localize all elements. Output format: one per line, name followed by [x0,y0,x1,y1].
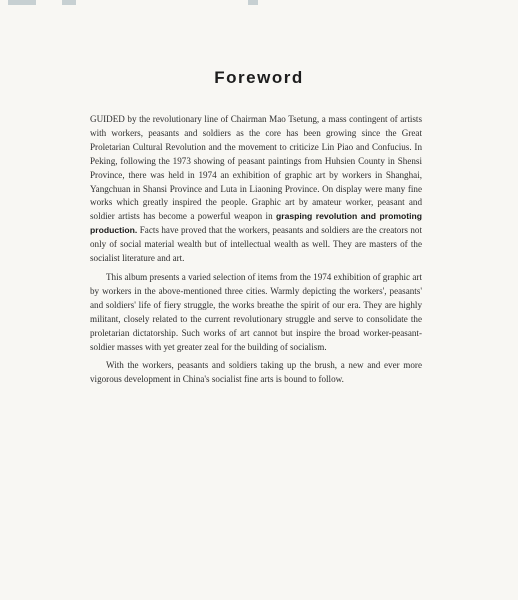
top-edge-mark [248,0,258,5]
paragraph-1-emphasis: grasping revolution and promoting production. [90,211,422,236]
foreword-body [90,113,422,392]
top-edge-mark [62,0,76,5]
paragraph-1-text-start: GUIDED by the revolutionary line of Chairman Mao Tsetung, a mass contingent of artists with workers, peasants and soldiers as the core has been growing since the Great Proletarian Cultural Revolution and the movement to criticize Lin Piao and Confucius. In Peking, following the 1973 showing of peasant paintings from Huhsien County in Shensi Province, there was held in 1974 an exhibition of graphic art by workers in Shanghai, Yangchuan in Shansi Province and Luta in Liaoning Province. On display were many fine works which greatly inspired the people. Graphic art by amateur worker, peasant and soldier artists has become a powerful weapon in [90,114,422,222]
top-edge-mark [8,0,36,5]
paragraph-1 [90,113,422,266]
paragraph-2: This album presents a varied selection of items from the 1974 exhibition of graphic art by workers in the above-mentioned three cities. Warmly depicting the workers', peasants' and soldiers' life of fiery struggle, the works breathe the spirit of our era. They are highly militant, closely related to the current revolutionary struggle and serve to consolidate the proletarian dictatorship. Such works of art cannot but inspire the broad worker-peasant-soldier masses with yet greater zeal for the building of socialism. [90,271,422,352]
page-title: Foreword [214,68,304,87]
paragraph-3: With the workers, peasants and soldiers taking up the brush, a new and ever more vigorous development in China's socialist fine arts is bound to follow. [90,360,422,385]
paragraph-1-text-end: Facts have proved that the workers, peasants and soldiers are the creators not only of social material wealth but of intellectual wealth as well. They are masters of the socialist literature and art. [90,225,422,264]
